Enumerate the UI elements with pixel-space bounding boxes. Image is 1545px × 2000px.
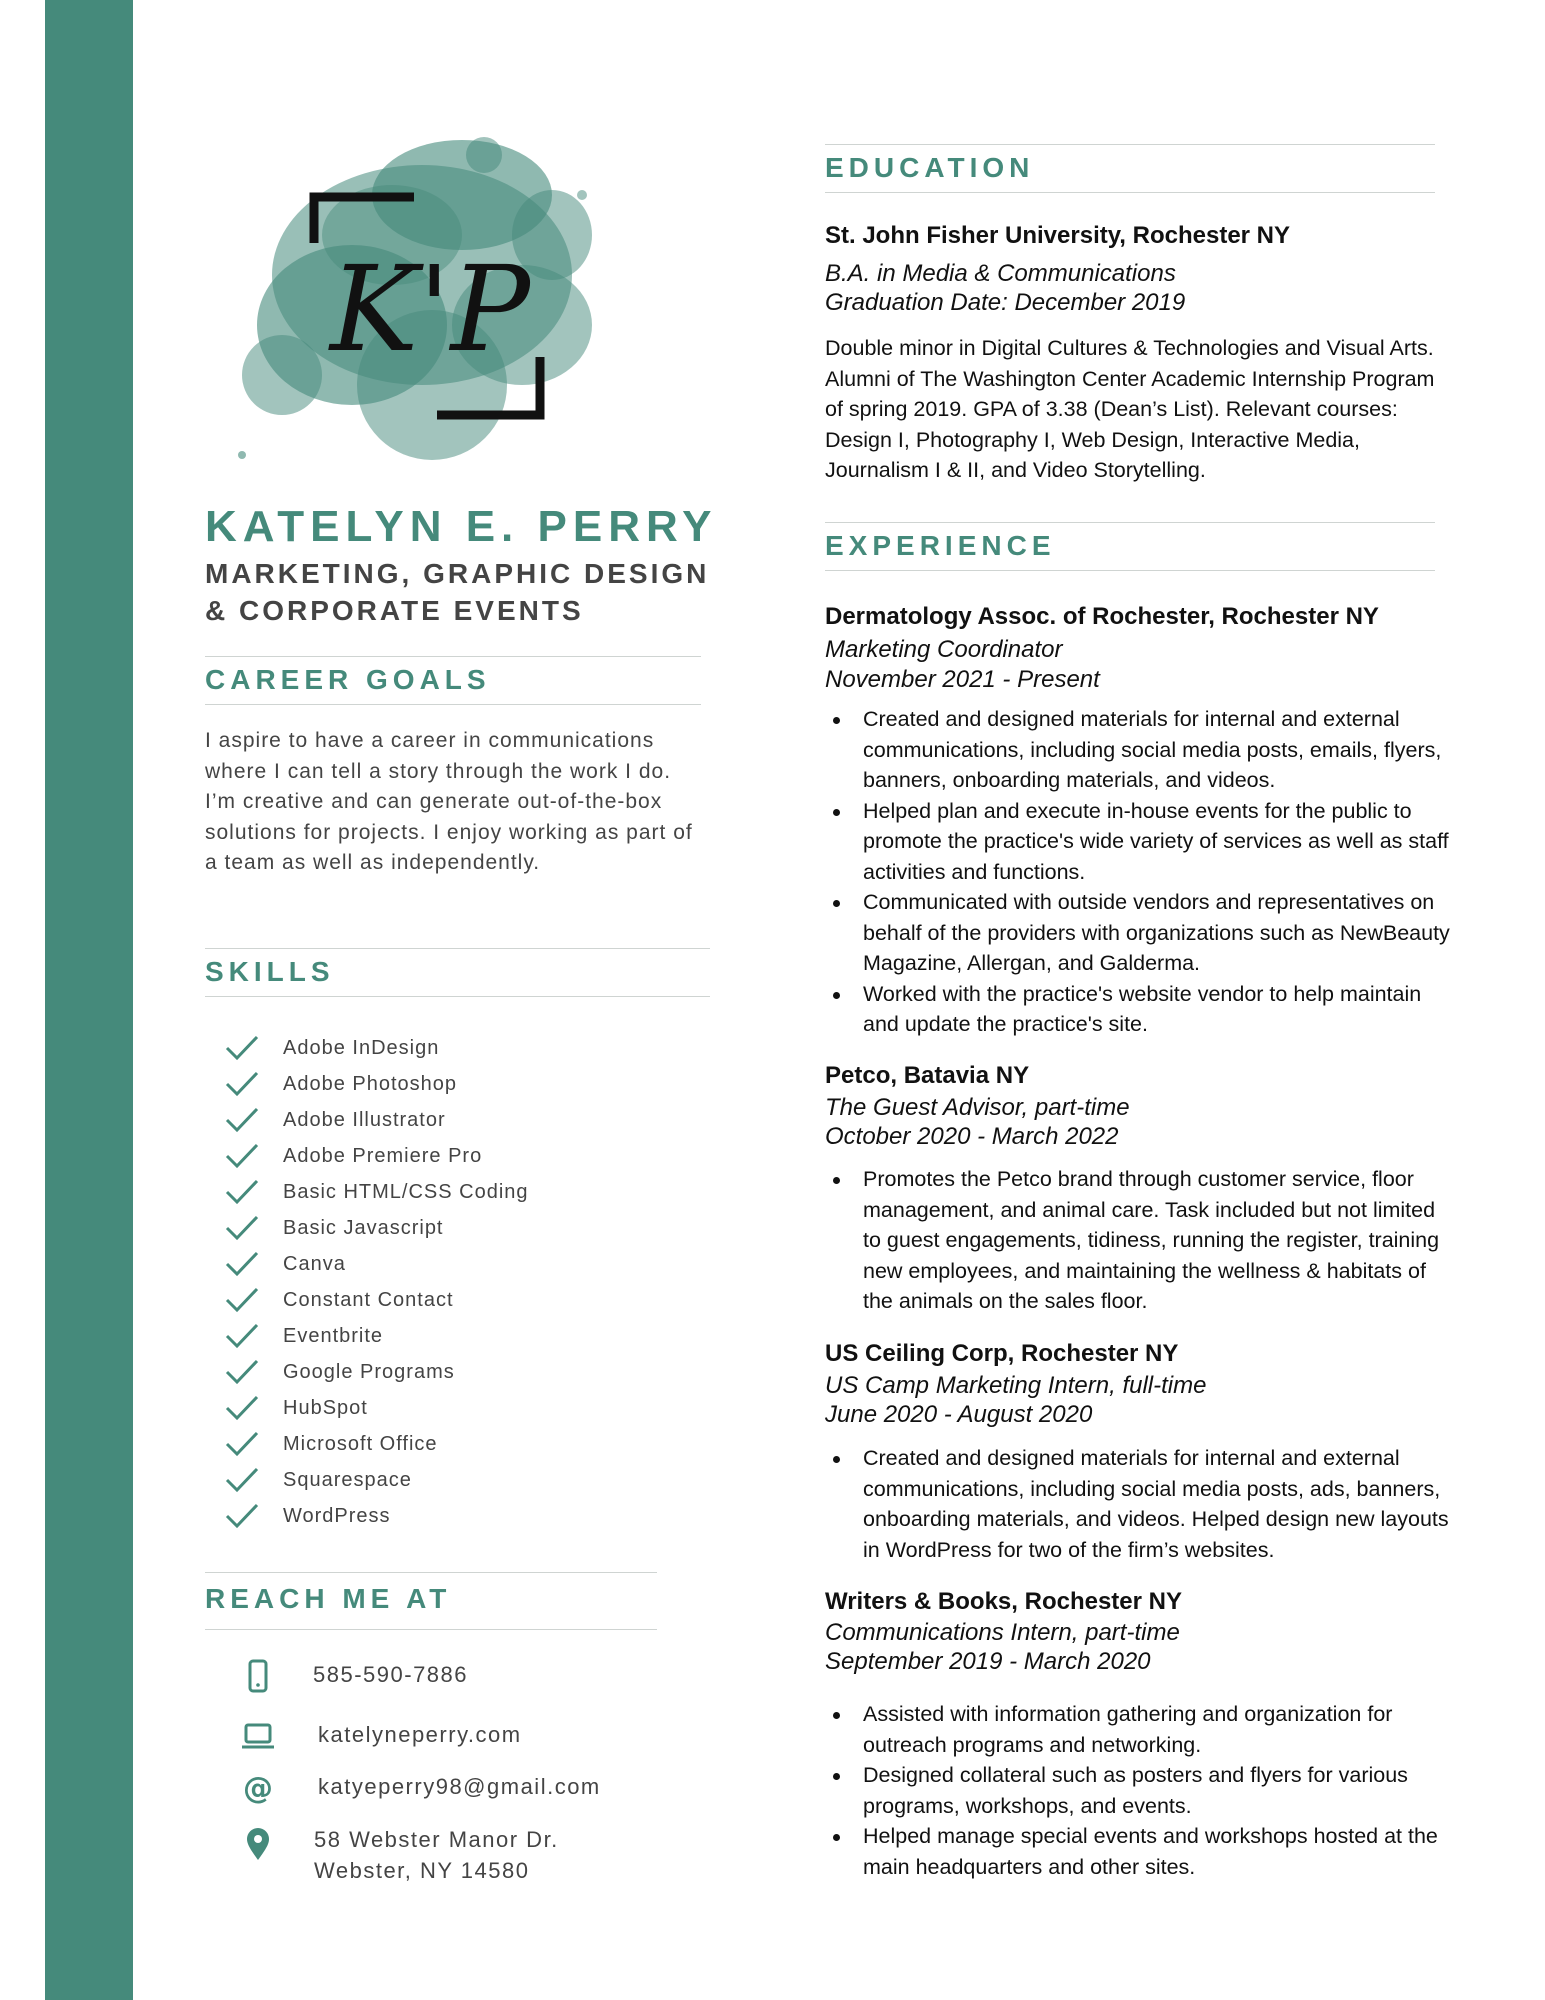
divider — [205, 704, 701, 705]
job-position: Communications Intern, part-time — [825, 1619, 1180, 1646]
contact-address — [240, 1826, 559, 1883]
skill-item — [225, 1354, 529, 1390]
checkmark-icon — [225, 1142, 259, 1170]
skill-item — [225, 1102, 529, 1138]
website-link[interactable]: katelyneperry.com — [318, 1722, 522, 1747]
skill-item — [225, 1138, 529, 1174]
job-bullet: Helped manage special events and workshops hosted at the main headquarters and other sites. — [825, 1821, 1455, 1882]
address — [314, 1824, 559, 1886]
skill-item — [225, 1462, 529, 1498]
logo-initials: K'P — [330, 240, 530, 378]
address-line-2: Webster, NY 14580 — [314, 1858, 530, 1883]
checkmark-icon — [225, 1178, 259, 1206]
sidebar-color-bar — [45, 0, 133, 2000]
at-sign-icon — [240, 1770, 276, 1806]
job-bullet: Communicated with outside vendors and representatives on behalf of the providers with organizations such as NewBeauty Magazine, Allergan, and Galderma. — [825, 887, 1455, 979]
contact-website — [240, 1718, 522, 1754]
job-position: US Camp Marketing Intern, full-time — [825, 1372, 1207, 1399]
skill-item — [225, 1030, 529, 1066]
job-dates: June 2020 - August 2020 — [825, 1401, 1093, 1428]
contact-email — [240, 1770, 601, 1806]
divider — [205, 656, 701, 657]
skill-label: Adobe Premiere Pro — [283, 1144, 483, 1167]
divider — [205, 1629, 657, 1630]
divider — [825, 192, 1435, 193]
laptop-icon — [240, 1718, 276, 1754]
school-name: St. John Fisher University, Rochester NY — [825, 222, 1291, 249]
skill-label: Adobe InDesign — [283, 1036, 440, 1059]
job-company: Petco, Batavia NY — [825, 1062, 1030, 1089]
skill-label: Google Programs — [283, 1360, 455, 1383]
job-dates: October 2020 - March 2022 — [825, 1123, 1119, 1150]
address-line-1: 58 Webster Manor Dr. — [314, 1827, 559, 1852]
checkmark-icon — [225, 1250, 259, 1278]
checkmark-icon — [225, 1430, 259, 1458]
job-bullets — [825, 704, 1455, 1040]
job-bullet: Assisted with information gathering and organization for outreach programs and networking. — [825, 1699, 1455, 1760]
phone-number: 585-590-7886 — [313, 1662, 469, 1687]
skill-label: Eventbrite — [283, 1324, 384, 1347]
divider — [825, 570, 1435, 571]
skill-item — [225, 1282, 529, 1318]
checkmark-icon — [225, 1214, 259, 1242]
skill-label: Canva — [283, 1252, 346, 1275]
skill-item — [225, 1390, 529, 1426]
email-link[interactable]: katyeperry98@gmail.com — [318, 1774, 601, 1799]
job-dates: September 2019 - March 2020 — [825, 1648, 1151, 1675]
contact-phone — [240, 1658, 469, 1694]
candidate-name: KATELYN E. PERRY — [205, 502, 718, 551]
skill-item — [225, 1066, 529, 1102]
job-company: US Ceiling Corp, Rochester NY — [825, 1340, 1179, 1367]
skill-item — [225, 1426, 529, 1462]
degree: B.A. in Media & Communications — [825, 260, 1176, 287]
checkmark-icon — [225, 1106, 259, 1134]
job-bullets — [825, 1699, 1455, 1882]
education-heading: EDUCATION — [825, 152, 1035, 183]
career-goals-heading: CAREER GOALS — [205, 664, 491, 695]
job-bullets — [825, 1443, 1455, 1565]
education-description: Double minor in Digital Cultures & Technologies and Visual Arts. Alumni of The Washington Center Academic Internship Program of spring 2019. GPA of 3.38 (Dean’s List). Relevant courses: Design I, Photography I, Web Design, Interactive Media, Journalism I & II, and Video Storytelling. — [825, 336, 1435, 482]
skill-item — [225, 1498, 529, 1534]
reach-me-heading: REACH ME AT — [205, 1583, 452, 1614]
divider — [205, 948, 710, 949]
job-bullet: Created and designed materials for internal and external communications, including social media posts, ads, banners, onboarding materials, and videos. Helped design new layouts in WordPress for two of the firm’s websites. — [825, 1443, 1455, 1565]
skill-label: Basic Javascript — [283, 1216, 444, 1239]
skills-list — [225, 1030, 529, 1534]
divider — [825, 522, 1435, 523]
job-bullet: Designed collateral such as posters and flyers for various programs, workshops, and events. — [825, 1760, 1455, 1821]
job-bullet: Created and designed materials for internal and external communications, including social media posts, emails, flyers, banners, onboarding materials, and videos. — [825, 704, 1455, 796]
checkmark-icon — [225, 1466, 259, 1494]
skills-heading: SKILLS — [205, 956, 335, 987]
graduation-date: Graduation Date: December 2019 — [825, 289, 1186, 316]
phone-icon — [240, 1658, 276, 1694]
job-bullet: Promotes the Petco brand through customer service, floor management, and animal care. Task included but not limited to guest engagements, tidiness, running the register, training new employees, and maintaining the wellness & habitats of the animals on the sales floor. — [825, 1164, 1455, 1317]
role-line-2: & CORPORATE EVENTS — [205, 595, 584, 626]
kp-logo — [222, 125, 622, 490]
job-company: Dermatology Assoc. of Rochester, Rochester NY — [825, 603, 1379, 630]
divider — [825, 144, 1435, 145]
checkmark-icon — [225, 1358, 259, 1386]
skill-label: Squarespace — [283, 1468, 412, 1491]
job-dates: November 2021 - Present — [825, 666, 1100, 693]
job-company: Writers & Books, Rochester NY — [825, 1588, 1182, 1615]
job-bullet: Worked with the practice's website vendor to help maintain and update the practice's site. — [825, 979, 1455, 1040]
divider — [205, 996, 710, 997]
checkmark-icon — [225, 1070, 259, 1098]
career-goals-text: I aspire to have a career in communications where I can tell a story through the work I do. I’m creative and can generate out-of-the-box solutions for projects. I enjoy working as part of a team as well as independently. — [205, 729, 693, 874]
skill-item — [225, 1210, 529, 1246]
checkmark-icon — [225, 1034, 259, 1062]
role-line-1: MARKETING, GRAPHIC DESIGN — [205, 558, 710, 589]
skill-label: Constant Contact — [283, 1288, 454, 1311]
skill-label: HubSpot — [283, 1396, 368, 1419]
skill-item — [225, 1318, 529, 1354]
divider — [205, 1572, 657, 1573]
checkmark-icon — [225, 1394, 259, 1422]
job-bullet: Helped plan and execute in-house events for the public to promote the practice's wide variety of services as well as staff activities and functions. — [825, 796, 1455, 888]
skill-item — [225, 1174, 529, 1210]
skill-label: WordPress — [283, 1504, 391, 1527]
skill-label: Basic HTML/CSS Coding — [283, 1180, 529, 1203]
job-position: Marketing Coordinator — [825, 636, 1063, 663]
skill-label: Microsoft Office — [283, 1432, 438, 1455]
checkmark-icon — [225, 1502, 259, 1530]
svg-text:@: @ — [243, 1771, 273, 1806]
candidate-role — [205, 555, 725, 629]
checkmark-icon — [225, 1286, 259, 1314]
skill-label: Adobe Photoshop — [283, 1072, 458, 1095]
checkmark-icon — [225, 1322, 259, 1350]
job-bullets — [825, 1164, 1455, 1317]
experience-heading: EXPERIENCE — [825, 530, 1056, 561]
skill-item — [225, 1246, 529, 1282]
skill-label: Adobe Illustrator — [283, 1108, 446, 1131]
job-position: The Guest Advisor, part-time — [825, 1094, 1130, 1121]
location-pin-icon — [240, 1826, 276, 1862]
